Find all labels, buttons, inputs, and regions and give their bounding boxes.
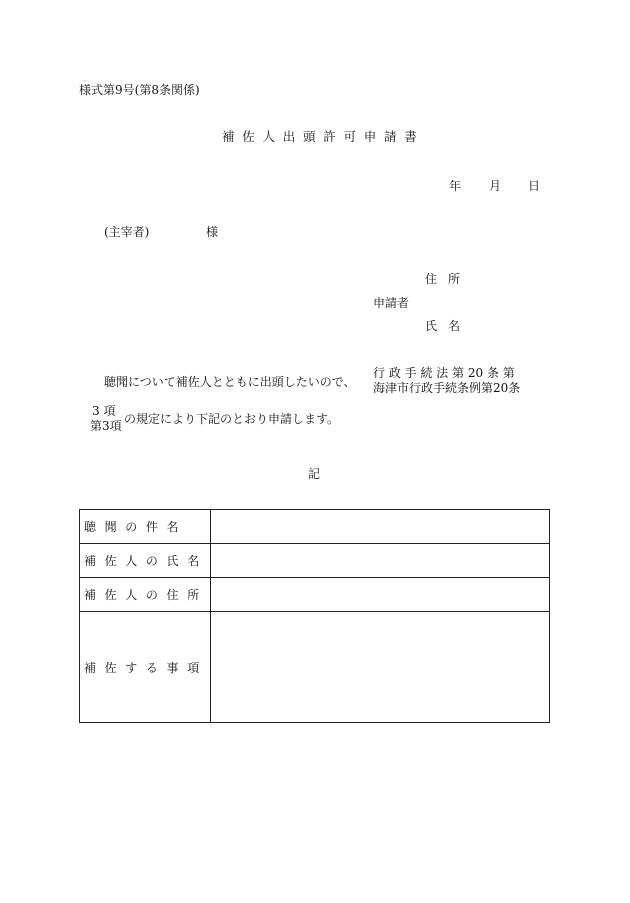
table-row bbox=[80, 578, 550, 612]
body-para-bottom: 第3項 bbox=[90, 419, 122, 433]
body-tail: の規定により下記のとおり申請します。 bbox=[124, 412, 340, 426]
applicant-label: 申請者 bbox=[373, 296, 410, 310]
form-number: 様式第9号(第8条関係) bbox=[79, 83, 200, 97]
row-value-field[interactable] bbox=[211, 612, 550, 723]
body-law-line2: 海津市行政手続条例第20条 bbox=[373, 381, 521, 395]
date-year: 年 bbox=[449, 179, 462, 193]
applicant-name-label: 氏 名 bbox=[425, 319, 461, 333]
body-lead: 聴聞について補佐人とともに出頭したいので、 bbox=[104, 375, 356, 389]
body-law-line1: 行 政 手 続 法 第 20 条 第 bbox=[373, 366, 515, 380]
table-row bbox=[80, 544, 550, 578]
row-value-field[interactable] bbox=[211, 544, 550, 578]
row-label: 補佐する事項 bbox=[80, 612, 211, 723]
row-label: 補佐人の氏名 bbox=[80, 544, 211, 578]
table-row bbox=[80, 612, 550, 723]
date-day: 日 bbox=[528, 179, 541, 193]
record-heading: 記 bbox=[308, 467, 321, 481]
body-para-top: 3 項 bbox=[92, 404, 116, 418]
row-value-field[interactable] bbox=[211, 510, 550, 544]
row-label: 聴聞の件名 bbox=[80, 510, 211, 544]
applicant-address-label: 住 所 bbox=[425, 272, 461, 286]
row-label: 補佐人の住所 bbox=[80, 578, 211, 612]
row-value-field[interactable] bbox=[211, 578, 550, 612]
addressee-honorific: 様 bbox=[206, 225, 219, 239]
addressee-host: (主宰者) bbox=[104, 225, 150, 239]
date-month: 月 bbox=[489, 179, 502, 193]
table-row bbox=[80, 510, 550, 544]
document-title: 補佐人出頭許可申請書 bbox=[222, 129, 425, 144]
application-details-table bbox=[79, 509, 550, 723]
